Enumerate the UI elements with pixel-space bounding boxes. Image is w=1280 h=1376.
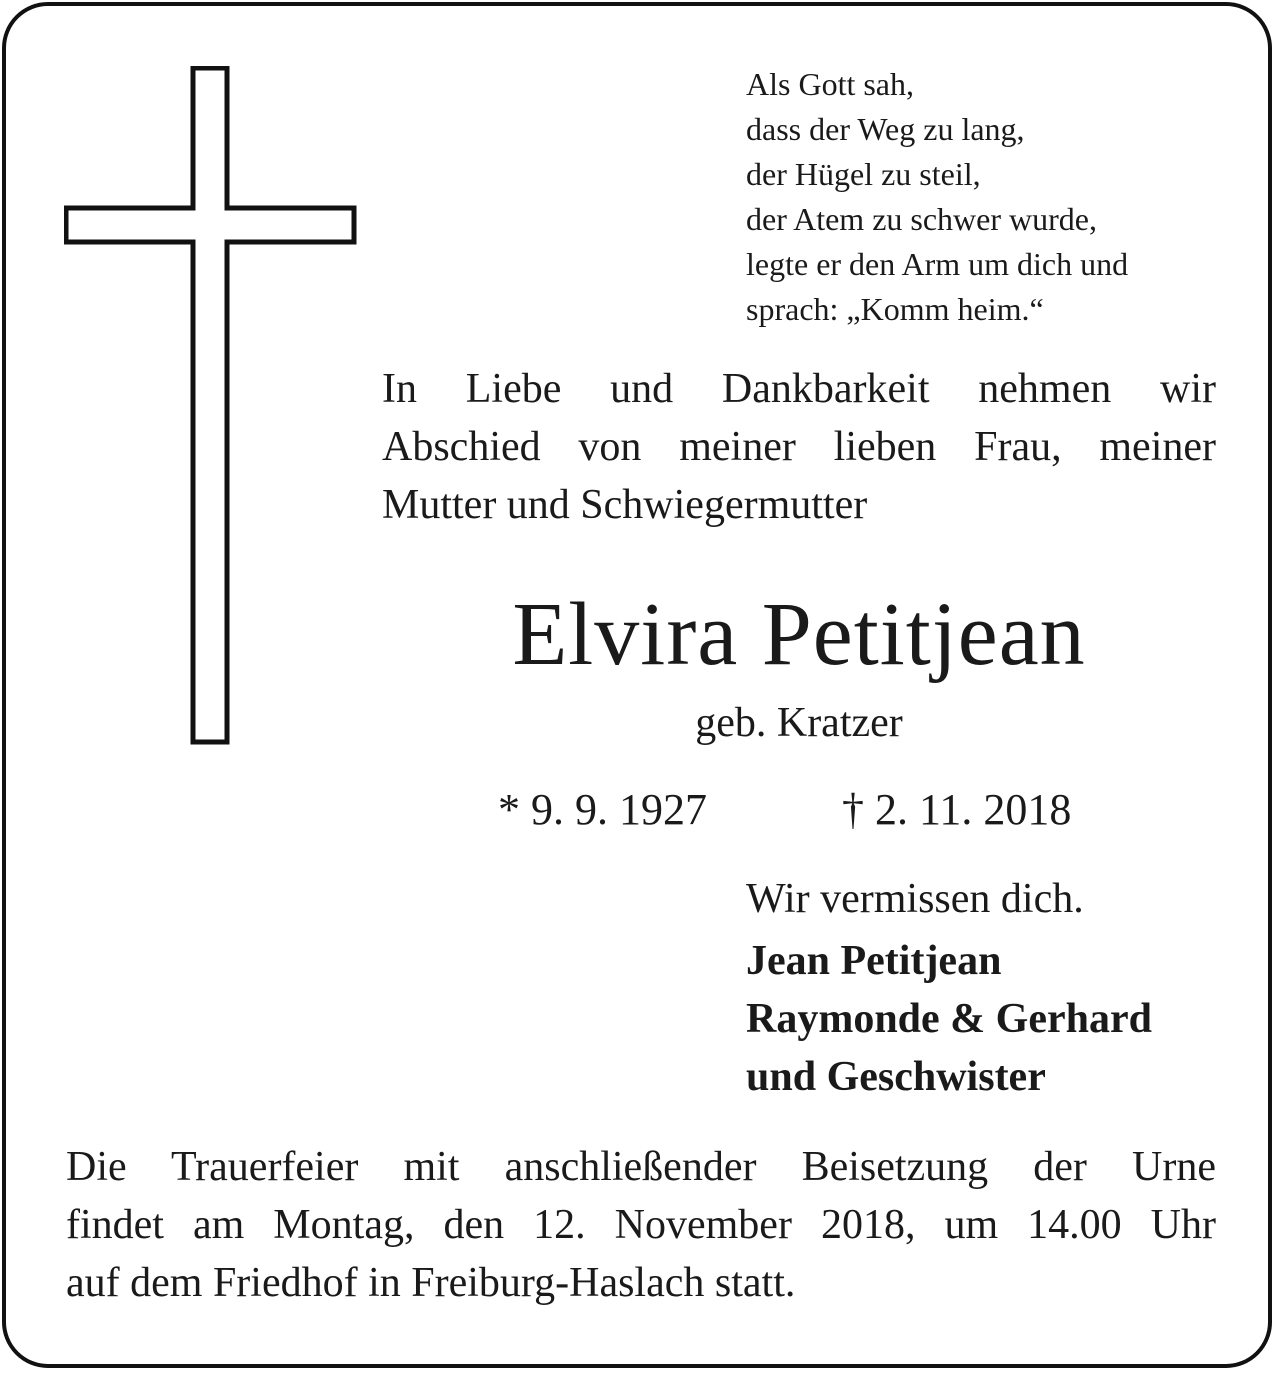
mourner-name: Jean Petitjean xyxy=(746,938,1002,984)
deceased-name: Elvira Petitjean xyxy=(512,585,1086,684)
intro-text xyxy=(382,360,1216,534)
intro-line: In Liebe und Dankbarkeit nehmen wir xyxy=(382,366,1216,412)
service-line: Die Trauerfeier mit anschließender Beisetzung der Urne xyxy=(66,1144,1216,1190)
birth-date: * 9. 9. 1927 xyxy=(498,785,707,834)
maiden-name: geb. Kratzer xyxy=(695,700,903,746)
poem xyxy=(746,62,1128,332)
service-line: findet am Montag, den 12. November 2018, um 14.00 Uhr xyxy=(66,1202,1216,1248)
mourner-name: und Geschwister xyxy=(746,1054,1046,1100)
poem-line: legte er den Arm um dich und xyxy=(746,246,1129,282)
poem-line: der Atem zu schwer wurde, xyxy=(746,201,1097,237)
intro-line: Abschied von meiner lieben Frau, meiner xyxy=(382,424,1216,470)
service-info xyxy=(66,1138,1216,1312)
mourners-list xyxy=(746,932,1152,1106)
intro-line: Mutter und Schwiegermutter xyxy=(382,482,868,528)
poem-line: dass der Weg zu lang, xyxy=(746,111,1025,147)
poem-line: Als Gott sah, xyxy=(746,66,914,102)
cross-icon xyxy=(64,66,358,746)
poem-line: der Hügel zu steil, xyxy=(746,156,981,192)
poem-line: sprach: „Komm heim.“ xyxy=(746,291,1044,327)
death-date: † 2. 11. 2018 xyxy=(842,785,1072,834)
closing-line: Wir vermissen dich. xyxy=(746,876,1084,922)
mourner-name: Raymonde & Gerhard xyxy=(746,996,1152,1042)
service-line: auf dem Friedhof in Freiburg-Haslach statt. xyxy=(66,1260,796,1306)
